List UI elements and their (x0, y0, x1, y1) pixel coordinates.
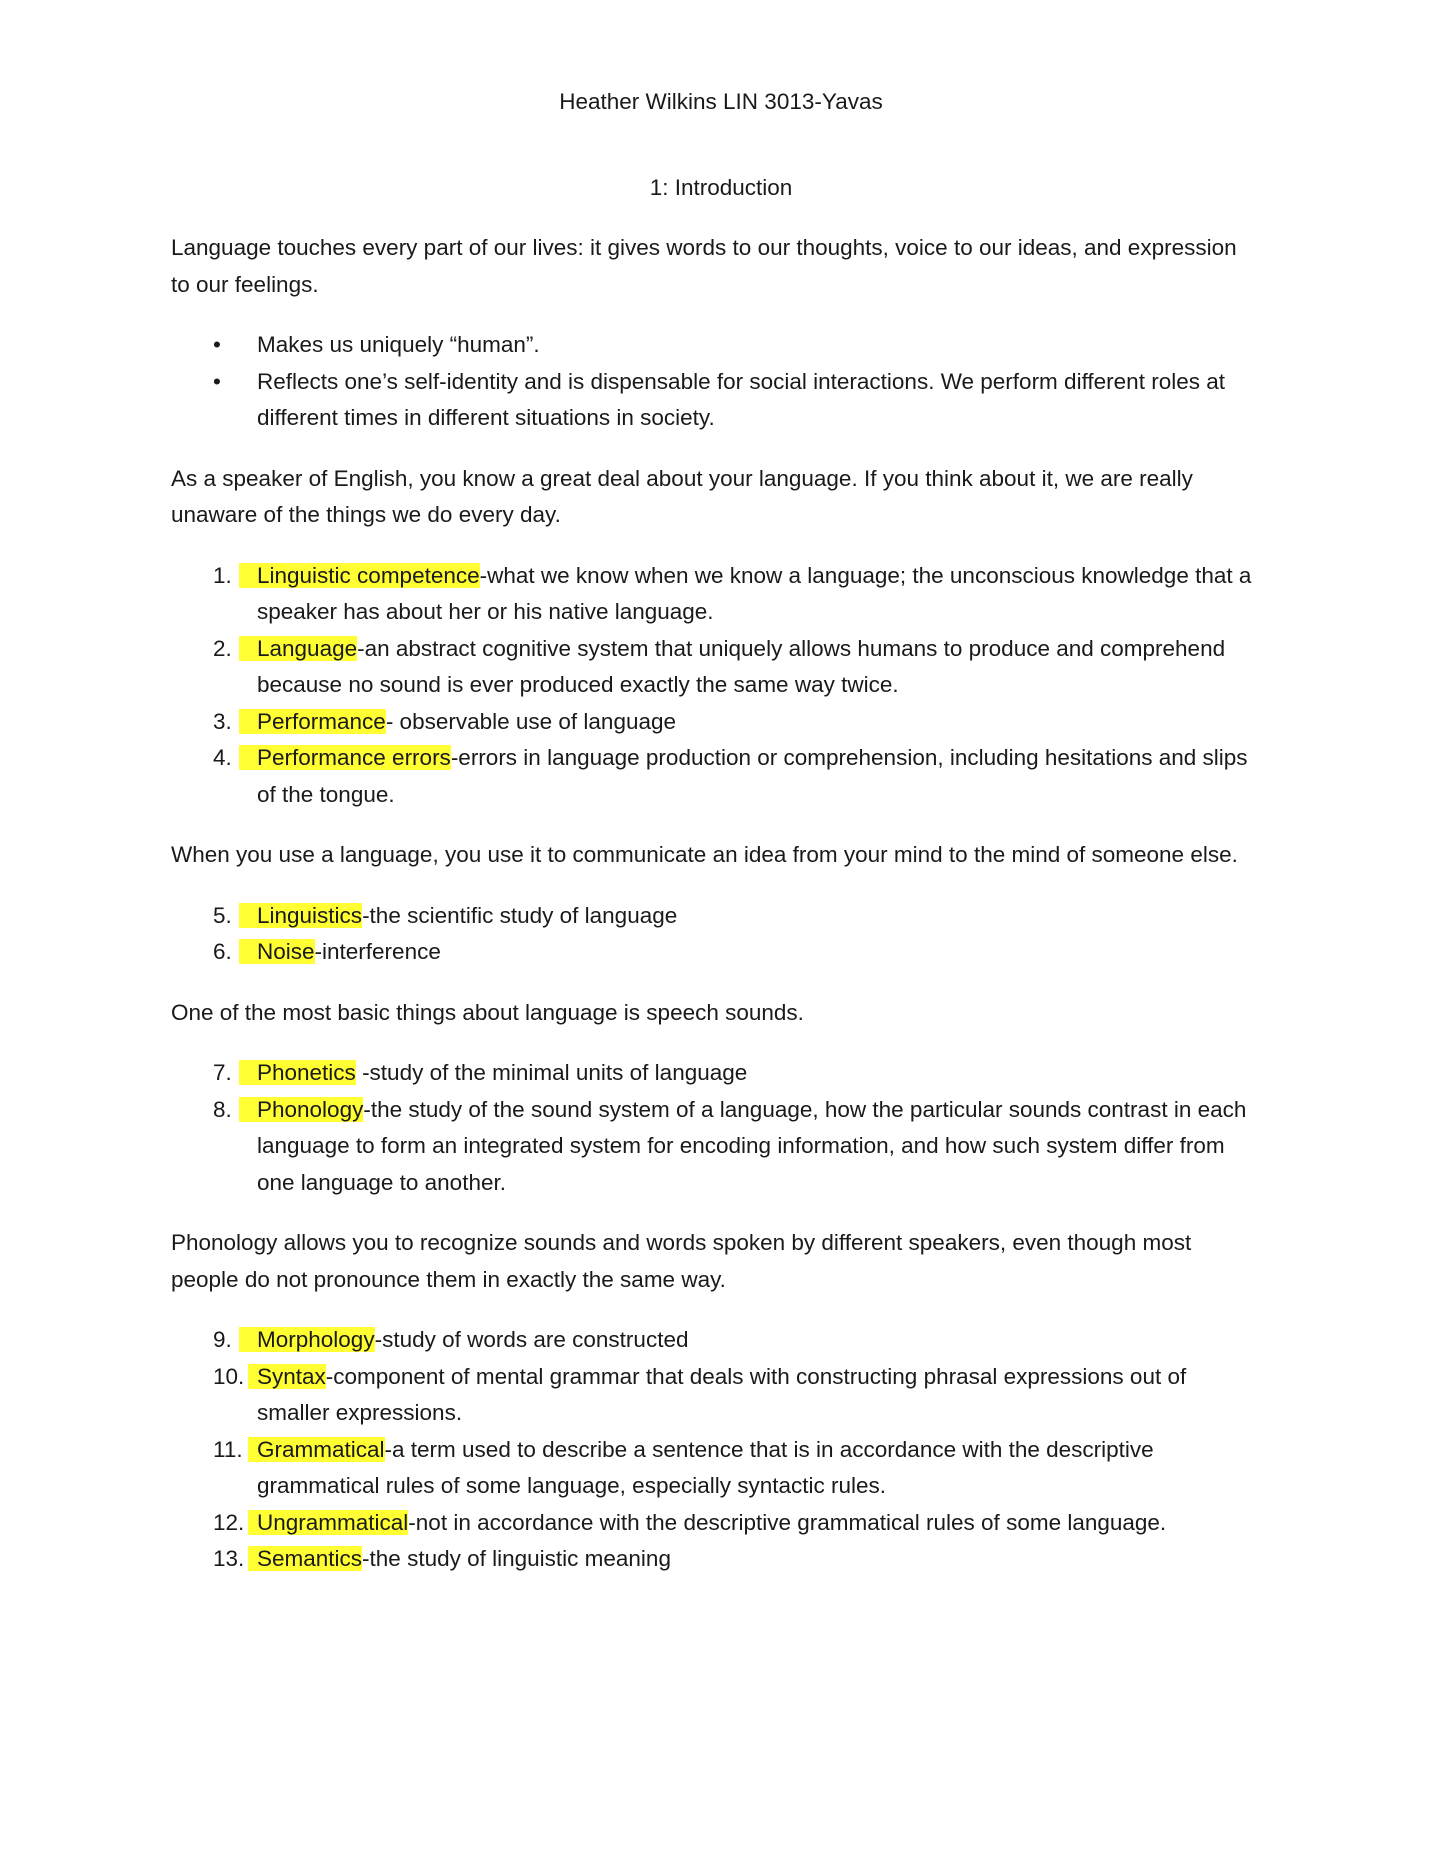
document-page (171, 84, 1271, 1602)
item-number: 7. (213, 1060, 232, 1085)
definition-list-4 (171, 1322, 1271, 1578)
item-number: 5. (213, 902, 232, 928)
item-number: 6. (213, 939, 232, 964)
paragraph-communicate: When you use a language, you use it to communicate an idea from your mind to the mind of someone else. (171, 842, 1238, 867)
intro-paragraph: Language touches every part of our lives: it gives words to our thoughts, voice to our ideas, and expression to our feelings. (171, 235, 1237, 297)
bullet-list (171, 327, 1271, 437)
definition-item (171, 1359, 1271, 1432)
definition-item (171, 1432, 1271, 1505)
definition-text: -study of the minimal units of language (355, 1060, 748, 1085)
definition-text: -a term used to describe a sentence that is in accordance with the descriptive grammatical rules of some language, especially syntactic rules. (257, 1436, 1154, 1498)
definition-text: -errors in language production or comprehension, including hesitations and slips of the tongue. (257, 745, 1248, 807)
definition-item (171, 704, 1271, 741)
definition-list-1 (171, 558, 1271, 814)
definition-item (171, 1505, 1271, 1542)
highlighted-term: Linguistic competence (239, 563, 480, 588)
definition-list-2 (171, 898, 1271, 971)
item-number: 2. (213, 635, 232, 661)
item-number: 9. (213, 1327, 232, 1352)
item-number: 4. (213, 745, 232, 770)
definition-text: -interference (314, 939, 441, 964)
bullet-text: Reflects one’s self-identity and is dispensable for social interactions. We perform different roles at different times in different situations in society. (257, 368, 1225, 430)
item-number: 10. (213, 1363, 245, 1389)
paragraph-speech-sounds: One of the most basic things about language is speech sounds. (171, 999, 804, 1025)
highlighted-term: Language (239, 636, 357, 661)
highlighted-term: Morphology (239, 1327, 375, 1352)
highlighted-term: Syntax (248, 1364, 326, 1389)
definition-text: -an abstract cognitive system that uniquely allows humans to produce and comprehend because no sound is ever produced exactly the same way twice. (257, 635, 1226, 697)
definition-list-3 (171, 1055, 1271, 1201)
definition-text: -component of mental grammar that deals with constructing phrasal expressions out of smaller expressions. (257, 1363, 1187, 1425)
highlighted-term: Semantics (248, 1546, 362, 1571)
definition-text: -what we know when we know a language; the unconscious knowledge that a speaker has about her or his native language. (257, 562, 1252, 624)
highlighted-term: Phonology (239, 1097, 363, 1122)
highlighted-term: Noise (239, 939, 315, 964)
item-number: 8. (213, 1096, 232, 1122)
paragraph-speaker: As a speaker of English, you know a great deal about your language. If you think about it, we are really unaware of the things we do every day. (171, 465, 1193, 527)
definition-text: -the study of the sound system of a language, how the particular sounds contrast in each language to form an integrated system for encoding information, and how such system differ from one language to another. (257, 1096, 1247, 1195)
highlighted-term: Phonetics (239, 1060, 356, 1085)
highlighted-term: Performance errors (239, 745, 451, 770)
paragraph-phonology: Phonology allows you to recognize sounds and words spoken by different speakers, even though most people do not pronounce them in exactly the same way. (171, 1230, 1192, 1292)
highlighted-term: Performance (239, 709, 386, 734)
document-header: Heather Wilkins LIN 3013-Yavas (559, 89, 883, 114)
item-number: 12. (213, 1509, 245, 1535)
item-number: 11. (213, 1436, 243, 1462)
bullet-glyph: • (213, 332, 221, 357)
definition-item (171, 1092, 1271, 1202)
definition-item (171, 631, 1271, 704)
definition-text: -the scientific study of language (362, 902, 678, 928)
bullet-text: Makes us uniquely “human”. (257, 332, 540, 357)
highlighted-term: Grammatical (248, 1437, 385, 1462)
definition-text: - observable use of language (385, 708, 677, 734)
definition-text: -study of words are constructed (374, 1327, 689, 1352)
item-number: 3. (213, 708, 232, 734)
highlighted-term: Linguistics (239, 903, 362, 928)
definition-item (171, 740, 1271, 813)
bullet-item (171, 364, 1271, 437)
definition-text: -the study of linguistic meaning (362, 1546, 671, 1571)
item-number: 13. (213, 1546, 245, 1571)
section-title: 1: Introduction (649, 174, 793, 200)
definition-item (171, 1541, 1271, 1578)
definition-text: -not in accordance with the descriptive grammatical rules of some language. (408, 1509, 1167, 1535)
highlighted-term: Ungrammatical (248, 1510, 408, 1535)
bullet-item (171, 327, 1271, 364)
item-number: 1. (213, 562, 232, 588)
definition-item (171, 1055, 1271, 1092)
definition-item (171, 934, 1271, 971)
definition-item (171, 1322, 1271, 1359)
definition-item (171, 898, 1271, 935)
bullet-glyph: • (213, 368, 221, 394)
definition-item (171, 558, 1271, 631)
